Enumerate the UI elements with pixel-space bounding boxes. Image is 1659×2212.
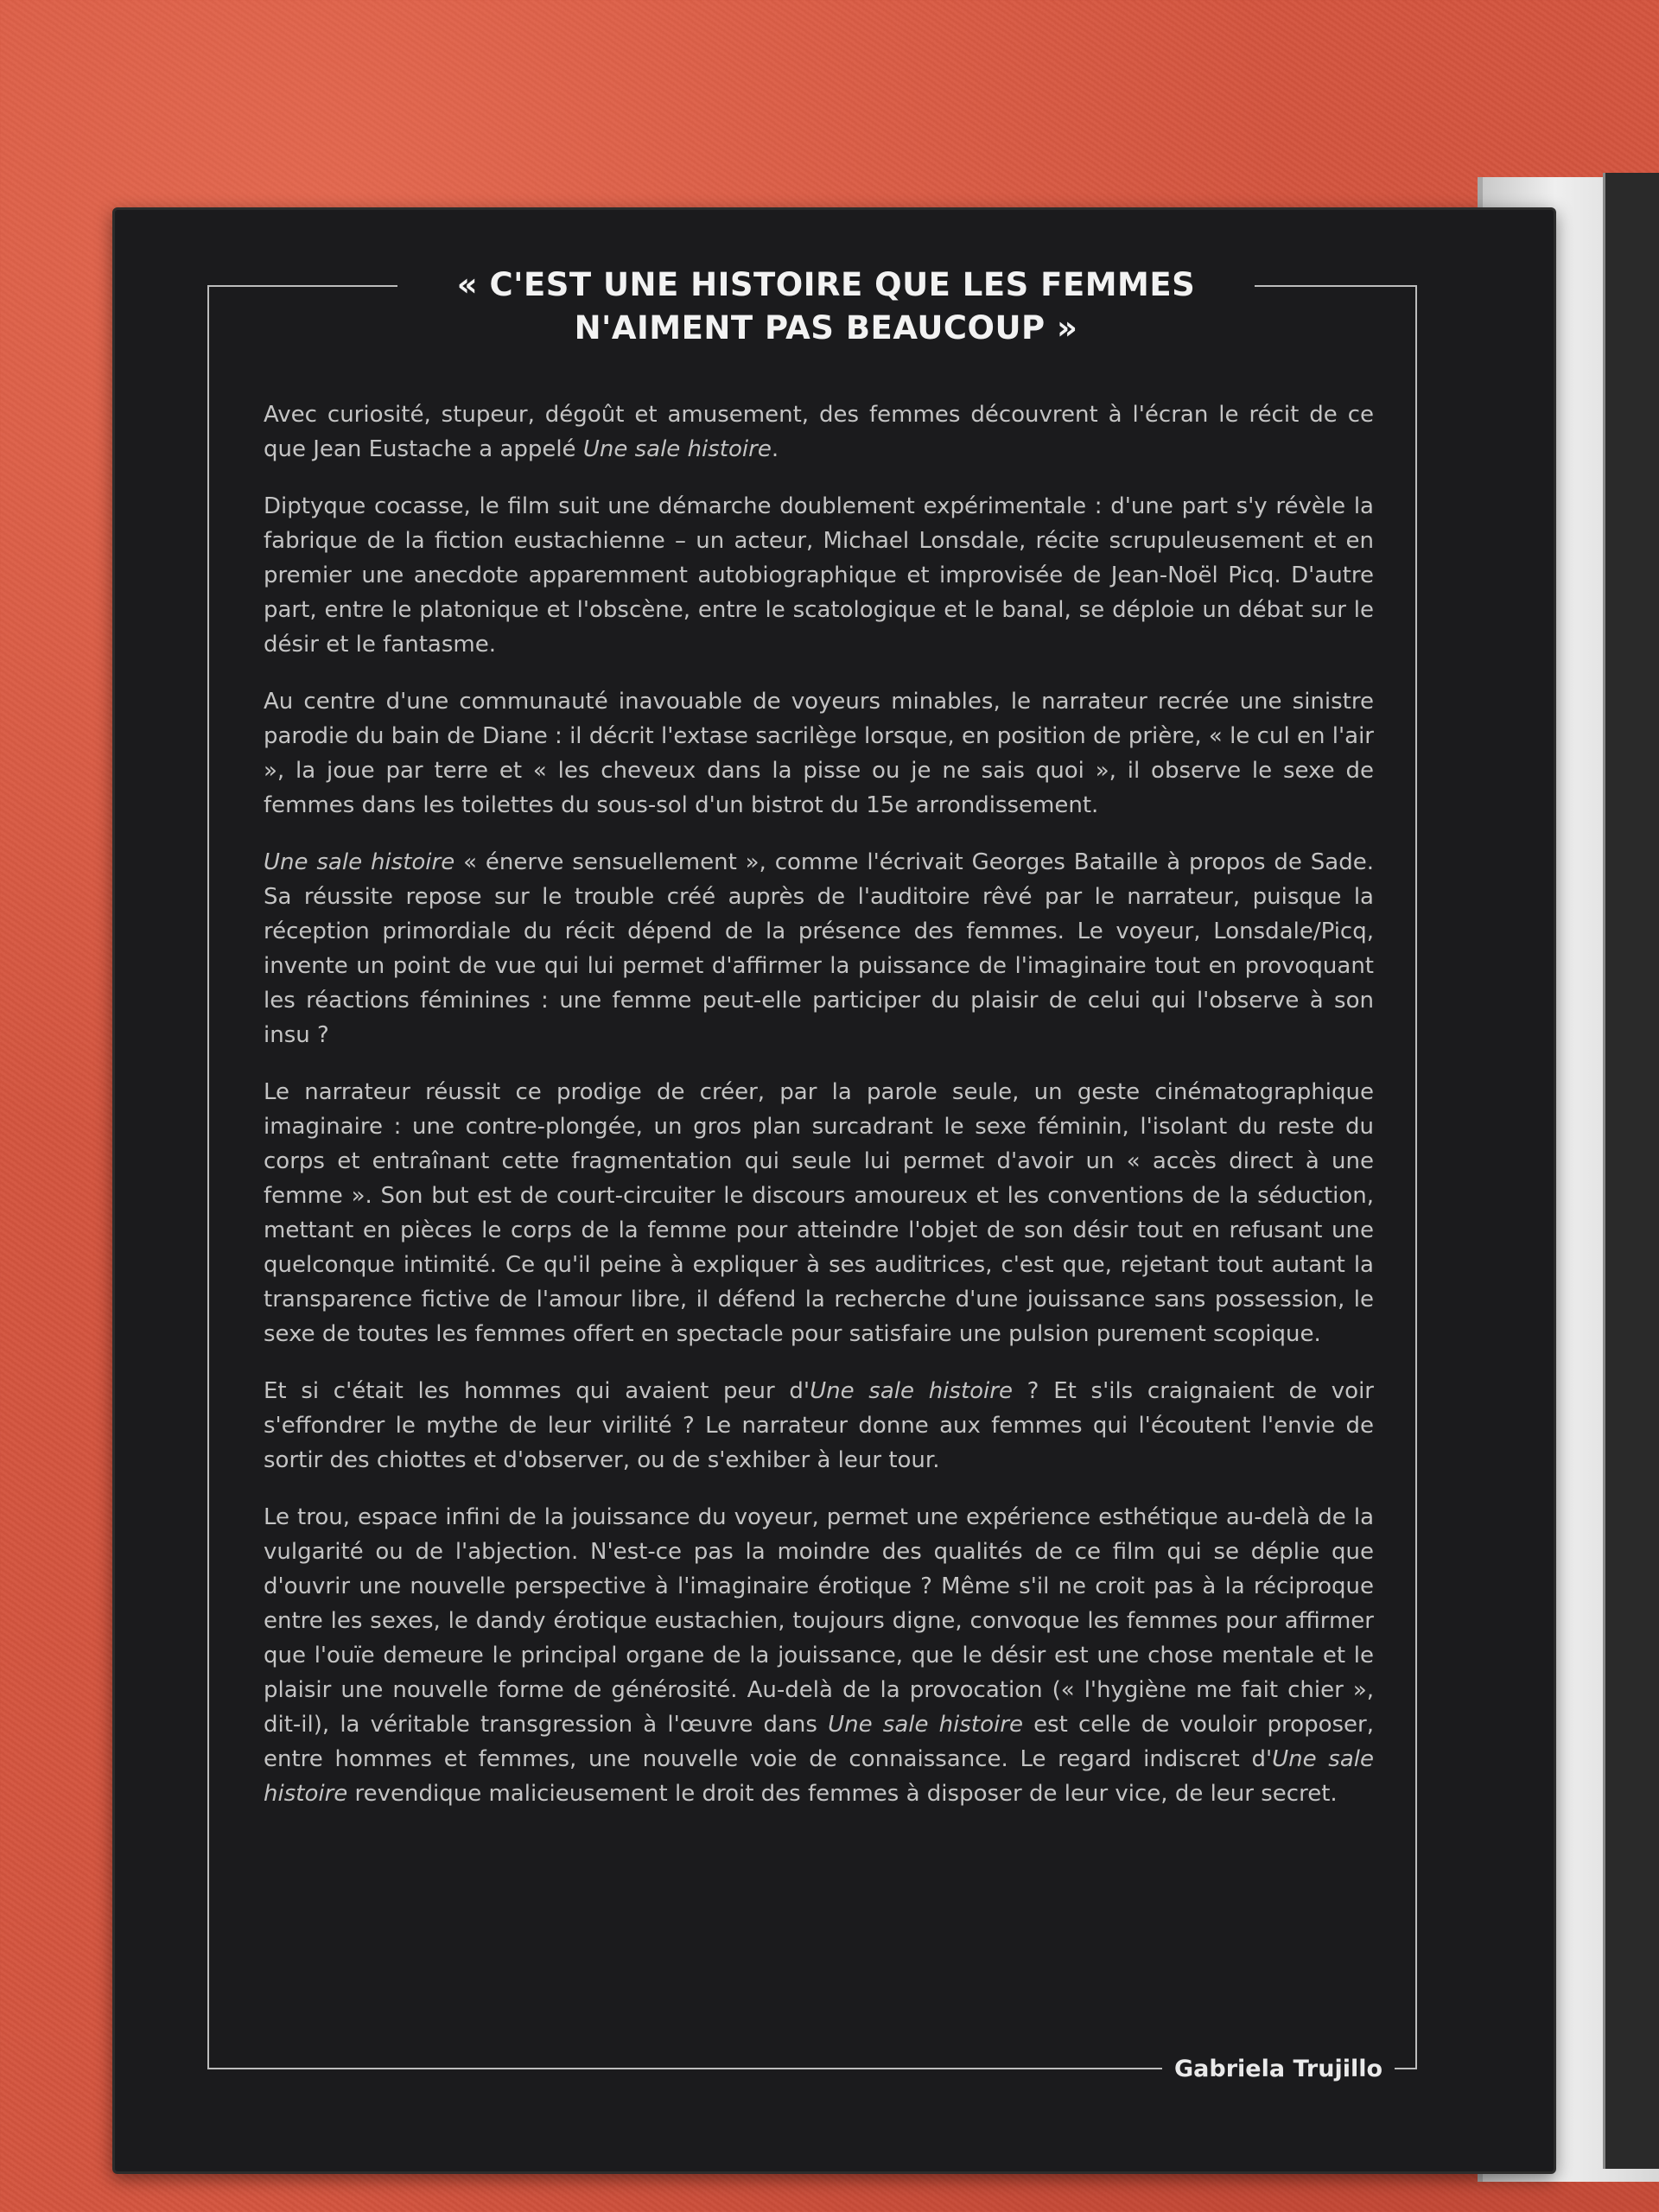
paragraph-2: Diptyque cocasse, le film suit une démarche doublement expérimentale : d'une part s'y révèle la fabrique de la fiction eustachienne – un acteur, Michael Lonsdale, récite scrupuleusement et en premier une anecdote apparemment autobiographique et improvisée de Jean-Noël Picq. D'autre part, entre le platonique et l'obscène, entre le scatologique et le banal, se déploie un débat sur le désir et le fantasme. bbox=[264, 493, 1374, 658]
film-title-italic: Une sale histoire bbox=[828, 1712, 1023, 1738]
paragraph-6 bbox=[264, 1374, 1374, 1478]
paragraph-3: Au centre d'une communauté inavouable de voyeurs minables, le narrateur recrée une sinistre parodie du bain de Diane : il décrit l'extase sacrilège lorsque, en position de prière, « le cul en l'air », la joue par terre et « les cheveux dans la pisse ou je ne sais quoi », il observe le sexe de femmes dans les toilettes du sous-sol d'un bistrot du 15e arrondissement. bbox=[264, 689, 1374, 818]
paragraph-4 bbox=[264, 845, 1374, 1052]
p1-end: . bbox=[771, 436, 779, 462]
p7-text: Le trou, espace infini de la jouissance du voyeur, permet une expérience esthétique au-delà de la vulgarité ou de l'abjection. N'est-ce pas la moindre des qualités de ce film qui se déplie que d'ouvrir une nouvelle perspective à l'imaginaire érotique ? Même s'il ne croit pas à la réciproque entre les sexes, le dandy érotique eustachien, toujours digne, convoque les femmes pour affirmer que l'ouïe demeure le principal organe de la jouissance, que le désir est une chose mentale et le plaisir une nouvelle forme de générosité. Au-delà de la provocation (« l'hygiène me fait chier », dit-il), la véritable transgression à l'œuvre dans bbox=[264, 1504, 1374, 1738]
title-line-2: N'AIMENT PAS BEAUCOUP » bbox=[574, 309, 1078, 346]
film-title-italic: Une sale histoire bbox=[264, 849, 455, 875]
author-signature: Gabriela Trujillo bbox=[1162, 2048, 1395, 2091]
film-title-italic: Une sale histoire bbox=[582, 436, 772, 462]
dvd-case-inner-edge bbox=[1603, 173, 1659, 2169]
p6-text: Et si c'était les hommes qui avaient peur d' bbox=[264, 1378, 810, 1404]
p7-end: revendique malicieusement le droit des femmes à disposer de leur vice, de leur secret. bbox=[347, 1781, 1338, 1807]
p1-text: Avec curiosité, stupeur, dégoût et amusement, des femmes découvrent à l'écran le récit de ce que Jean Eustache a appelé bbox=[264, 402, 1374, 462]
booklet-title bbox=[397, 255, 1255, 359]
paragraph-5: Le narrateur réussit ce prodige de créer, par la parole seule, un geste cinématographique imaginaire : une contre-plongée, un gros plan surcadrant le sexe féminin, l'isolant du reste du corps et entraînant cette fragmentation qui seule lui permet d'avoir un « accès direct à une femme ». Son but est de court-circuiter le discours amoureux et les conventions de la séduction, mettant en pièces le corps de la femme pour atteindre l'objet de son désir tout en refusant une quelconque intimité. Ce qu'il peine à expliquer à ses auditrices, c'est que, rejetant tout autant la transparence fictive de l'amour libre, il défend la recherche d'une jouissance sans possession, le sexe de toutes les femmes offert en spectacle pour satisfaire une pulsion purement scopique. bbox=[264, 1079, 1374, 1347]
booklet-body bbox=[264, 397, 1374, 1834]
paragraph-1 bbox=[264, 397, 1374, 467]
film-title-italic: Une sale histoire bbox=[810, 1378, 1013, 1404]
p7-middle: est celle de vouloir proposer, entre hommes et femmes, une nouvelle voie de connaissance. Le regard indiscret d' bbox=[264, 1712, 1374, 1772]
p6-end: ? Et s'ils craignaient de voir s'effondrer le mythe de leur virilité ? Le narrateur donne aux femmes qui l'écoutent l'envie de sortir des chiottes et d'observer, ou de s'exhiber à leur tour. bbox=[264, 1378, 1374, 1473]
film-title-italic: Une sale histoire bbox=[264, 1746, 1374, 1807]
p4-text: « énerve sensuellement », comme l'écrivait Georges Bataille à propos de Sade. Sa réussite repose sur le trouble créé auprès de l'auditoire rêvé par le narrateur, puisque la réception primordiale du récit dépend de la présence des femmes. Le voyeur, Lonsdale/Picq, invente un point de vue qui lui permet d'affirmer la puissance de l'imaginaire tout en provoquant les réactions féminines : une femme peut-elle participer du plaisir de celui qui l'observe à son insu ? bbox=[264, 849, 1374, 1048]
paragraph-7 bbox=[264, 1500, 1374, 1811]
title-line-1: « C'EST UNE HISTOIRE QUE LES FEMMES bbox=[456, 266, 1196, 303]
